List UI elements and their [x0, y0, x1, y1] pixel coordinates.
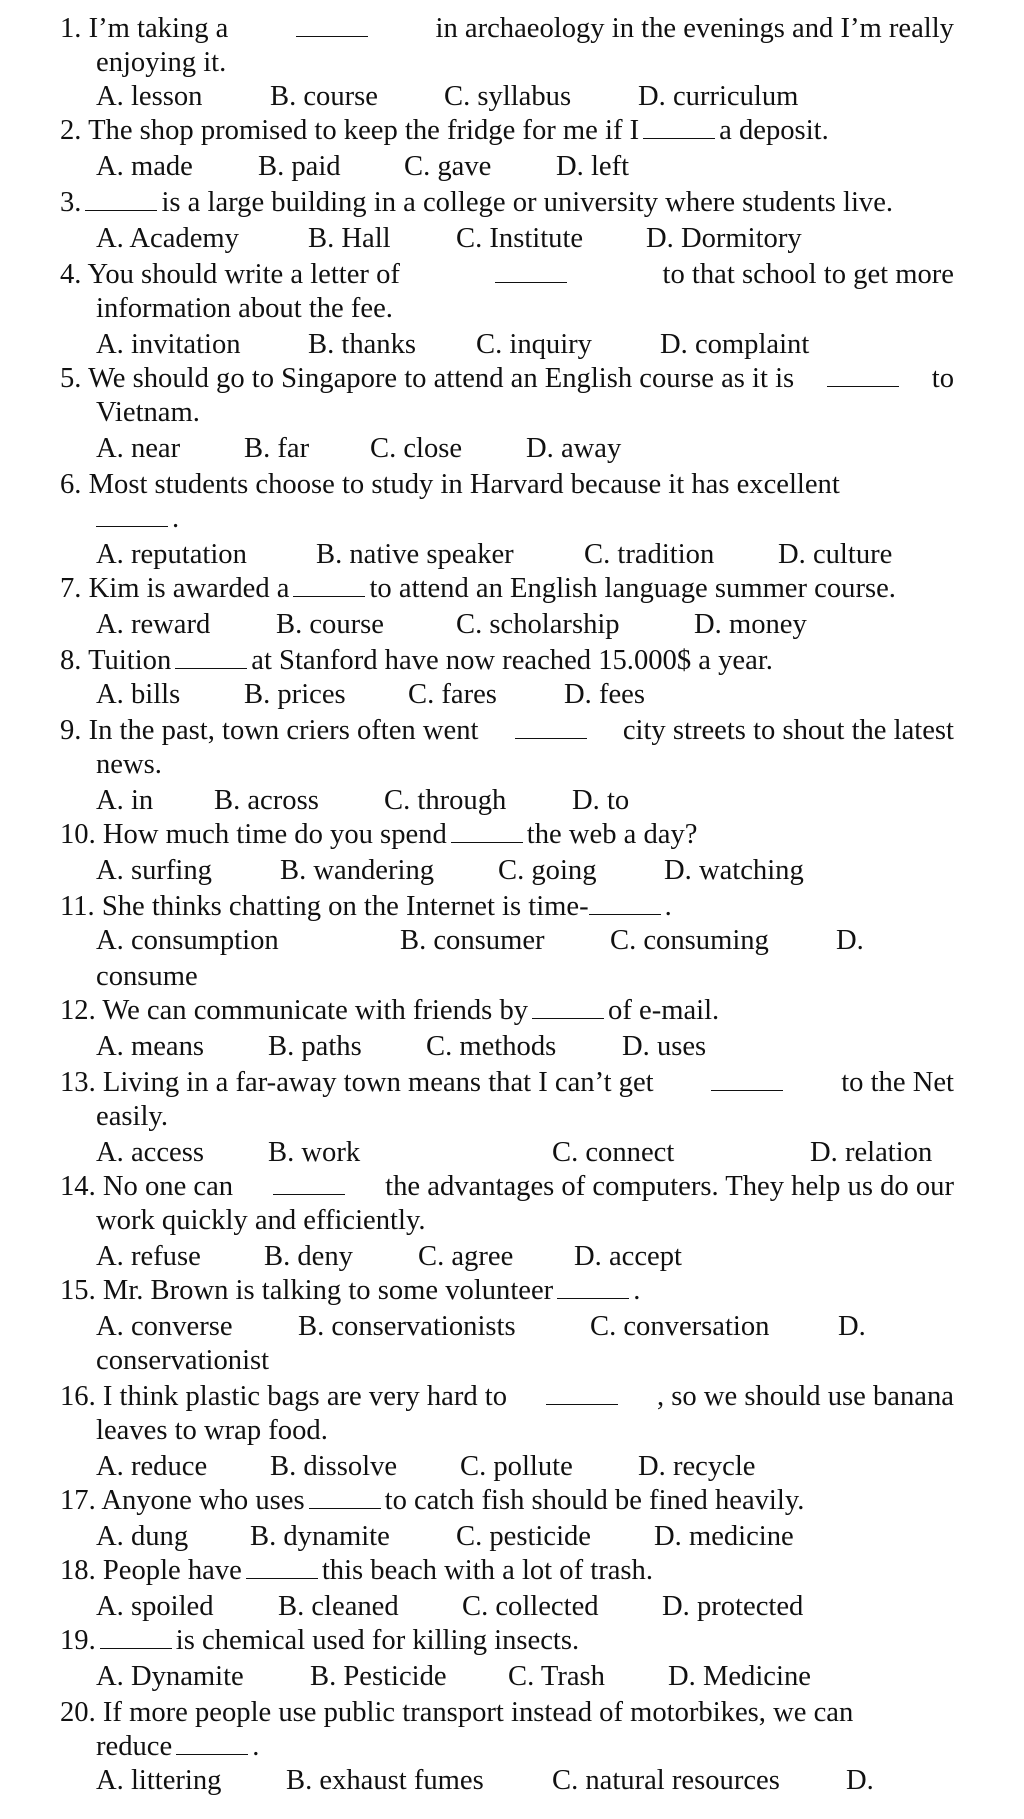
option-d: D. fees — [564, 679, 645, 710]
option-c: C. Institute — [456, 223, 584, 254]
question-9-cont: news. — [96, 749, 162, 780]
answer-blank — [546, 1380, 618, 1405]
answer-blank — [711, 1066, 783, 1091]
question-20: 20. If more people use public transport instead of motorbikes, we can — [60, 1697, 854, 1728]
option-c: C. going — [498, 855, 597, 886]
question-1-cont: enjoying it. — [96, 47, 227, 78]
question-5: 5. We should go to Singapore to attend an English course as it is to — [60, 363, 954, 394]
option-c: C. agree — [418, 1241, 514, 1272]
option-d: D. left — [556, 151, 630, 182]
option-a: A. consumption — [96, 925, 279, 956]
question-4-cont: information about the fee. — [96, 293, 393, 324]
option-b: B. course — [276, 609, 384, 640]
option-c: C. gave — [404, 151, 492, 182]
option-d-cont: consume — [96, 961, 198, 992]
question-14-cont: work quickly and efficiently. — [96, 1205, 426, 1236]
option-a: A. dung — [96, 1521, 189, 1552]
answer-blank — [643, 114, 715, 139]
option-d: D. away — [526, 433, 622, 464]
option-c: C. connect — [552, 1137, 675, 1168]
question-18: 18. People have this beach with a lot of trash. — [60, 1555, 653, 1586]
option-d: D. protected — [662, 1591, 804, 1622]
option-c: C. fares — [408, 679, 497, 710]
option-c: C. consuming — [610, 925, 769, 956]
answer-blank — [309, 1484, 381, 1509]
option-a: A. lesson — [96, 81, 203, 112]
option-c: C. syllabus — [444, 81, 572, 112]
option-c: C. methods — [426, 1031, 557, 1062]
question-6: 6. Most students choose to study in Harvard because it has excellent — [60, 469, 840, 500]
answer-blank — [451, 818, 523, 843]
option-c: C. scholarship — [456, 609, 620, 640]
option-d: D. Dormitory — [646, 223, 802, 254]
option-b: B. native speaker — [316, 539, 514, 570]
answer-blank — [96, 502, 168, 527]
option-a: A. Academy — [96, 223, 239, 254]
option-b: B. Pesticide — [310, 1661, 447, 1692]
answer-blank — [100, 1624, 172, 1649]
option-c: C. pesticide — [456, 1521, 591, 1552]
answer-blank — [293, 572, 365, 597]
option-b: B. deny — [264, 1241, 353, 1272]
option-a: A. reputation — [96, 539, 247, 570]
question-10: 10. How much time do you spend the web a day? — [60, 819, 698, 850]
option-a: A. reduce — [96, 1451, 208, 1482]
option-d: D. — [838, 1311, 866, 1342]
question-6-cont: . — [96, 502, 179, 536]
option-b: B. work — [268, 1137, 361, 1168]
question-20-cont: reduce . — [96, 1731, 260, 1762]
option-c: C. collected — [462, 1591, 599, 1622]
answer-blank — [85, 186, 157, 211]
option-d: D. money — [694, 609, 807, 640]
option-c: C. inquiry — [476, 329, 592, 360]
question-8: 8. Tuition at Stanford have now reached 15.000$ a year. — [60, 645, 773, 676]
option-b: B. dissolve — [270, 1451, 398, 1482]
option-d: D. complaint — [660, 329, 810, 360]
option-a: A. spoiled — [96, 1591, 214, 1622]
option-a: A. invitation — [96, 329, 241, 360]
option-b: B. wandering — [280, 855, 435, 886]
option-d: D. relation — [810, 1137, 933, 1168]
question-3: 3. is a large building in a college or university where students live. — [60, 187, 894, 218]
answer-blank — [557, 1274, 629, 1299]
answer-blank — [589, 890, 661, 915]
question-12: 12. We can communicate with friends by of e-mail. — [60, 995, 720, 1026]
option-b: B. paths — [268, 1031, 362, 1062]
option-b: B. conservationists — [298, 1311, 516, 1342]
answer-blank — [176, 1730, 248, 1755]
option-a: A. littering — [96, 1765, 222, 1796]
option-d: D. to — [572, 785, 630, 816]
option-a: A. refuse — [96, 1241, 201, 1272]
option-a: A. in — [96, 785, 154, 816]
option-d: D. recycle — [638, 1451, 756, 1482]
option-a: A. access — [96, 1137, 204, 1168]
answer-blank — [273, 1170, 345, 1195]
option-a: A. reward — [96, 609, 211, 640]
option-c: C. pollute — [460, 1451, 573, 1482]
answer-blank — [827, 362, 899, 387]
option-b: B. course — [270, 81, 378, 112]
answer-blank — [175, 644, 247, 669]
option-d: D. uses — [622, 1031, 707, 1062]
question-15: 15. Mr. Brown is talking to some volunteer . — [60, 1275, 641, 1306]
option-b: B. consumer — [400, 925, 545, 956]
option-b: B. dynamite — [250, 1521, 390, 1552]
question-13-cont: easily. — [96, 1101, 168, 1132]
question-14: 14. No one can the advantages of computers. They help us do our — [60, 1171, 954, 1202]
answer-blank — [296, 12, 368, 37]
option-d: D. accept — [574, 1241, 682, 1272]
question-11: 11. She thinks chatting on the Internet is time- . — [60, 891, 672, 922]
option-a: A. near — [96, 433, 181, 464]
option-c: C. Trash — [508, 1661, 605, 1692]
question-2: 2. The shop promised to keep the fridge for me if I a deposit. — [60, 115, 829, 146]
option-c: C. close — [370, 433, 463, 464]
question-1: 1. I’m taking a in archaeology in the evenings and I’m really — [60, 13, 954, 44]
option-b: B. across — [214, 785, 319, 816]
option-d-cont: conservationist — [96, 1345, 270, 1376]
option-a: A. made — [96, 151, 193, 182]
option-a: A. bills — [96, 679, 181, 710]
answer-blank — [495, 258, 567, 283]
option-b: B. exhaust fumes — [286, 1765, 484, 1796]
option-b: B. Hall — [308, 223, 391, 254]
option-d: D. curriculum — [638, 81, 799, 112]
answer-blank — [246, 1554, 318, 1579]
question-16: 16. I think plastic bags are very hard to , so we should use banana — [60, 1381, 954, 1412]
option-b: B. thanks — [308, 329, 417, 360]
option-a: A. means — [96, 1031, 204, 1062]
option-d: D. culture — [778, 539, 893, 570]
question-19: 19. is chemical used for killing insects. — [60, 1625, 580, 1656]
answer-blank — [532, 994, 604, 1019]
answer-blank — [515, 714, 587, 739]
option-d: D. watching — [664, 855, 804, 886]
option-a: A. surfing — [96, 855, 212, 886]
option-b: B. cleaned — [278, 1591, 399, 1622]
question-13: 13. Living in a far-away town means that I can’t get to the Net — [60, 1067, 954, 1098]
question-7: 7. Kim is awarded a to attend an English language summer course. — [60, 573, 896, 604]
option-c: C. through — [384, 785, 507, 816]
question-17: 17. Anyone who uses to catch fish should be fined heavily. — [60, 1485, 805, 1516]
option-d: D. medicine — [654, 1521, 794, 1552]
option-d: D. Medicine — [668, 1661, 811, 1692]
option-d: D. — [836, 925, 864, 956]
option-b: B. far — [244, 433, 310, 464]
question-9: 9. In the past, town criers often went city streets to shout the latest — [60, 715, 954, 746]
option-a: A. converse — [96, 1311, 233, 1342]
option-b: B. paid — [258, 151, 341, 182]
option-a: A. Dynamite — [96, 1661, 244, 1692]
question-5-cont: Vietnam. — [96, 397, 200, 428]
option-c: C. natural resources — [552, 1765, 780, 1796]
question-16-cont: leaves to wrap food. — [96, 1415, 328, 1446]
option-c: C. conversation — [590, 1311, 770, 1342]
option-b: B. prices — [244, 679, 346, 710]
option-c: C. tradition — [584, 539, 715, 570]
question-4: 4. You should write a letter of to that school to get more — [60, 259, 954, 290]
option-d: D. — [846, 1765, 874, 1796]
